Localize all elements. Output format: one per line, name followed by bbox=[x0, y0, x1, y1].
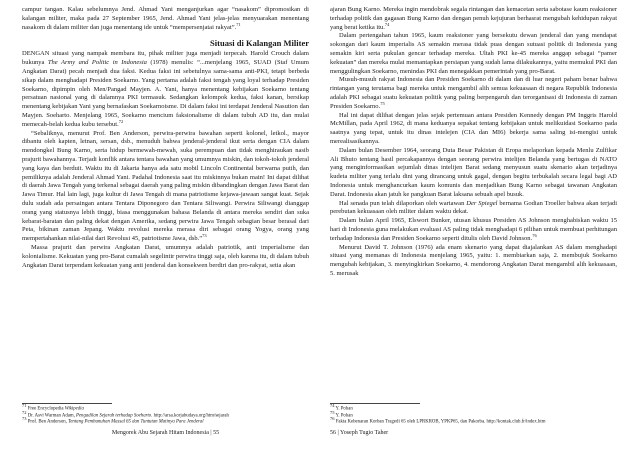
footnote: $^{71}$ Free Encyclopedia Wikipedia bbox=[22, 403, 84, 412]
paragraph: ajaran Bung Karno. Mereka ingin mendobrak segala rintangan dan kemacetan serta sabotase kaum reaksioner terhadap politik dan gagasan Bung Karno dan dengan penuh kejujuran berhasrat mengubah kehidupan rakyat yang berat ketika itu.$^{74}$ bbox=[330, 6, 617, 31]
footnote-ref[interactable]: 75 bbox=[380, 100, 385, 106]
paragraph: “Sebaliknya, menurut Prof. Ben Anderson, perwira-perwira bawahan seperti kolonel, letkol., mayor dibantu oleh kapten, letnan, sersan, dsb., menuduh bahwa jenderal-jenderal ikut serta dengan CIA dalam mendongkel Bung Karno, serta hidup bermewah-mewah, suka perempuan dan tidak menghiraukan nasib prajurit bawahannya. Terjadi konflik antara tentara bawahan yang umumnya miskin, dan tokoh-tokoh jenderal yang kaya dan berduit. Waktu itu di Jakarta hanya ada satu mobil Lincoln Continental berwarna putih, dan pemiliknya adalah Jenderal Ahmad Yani. Padahal Indonesia saat itu miskinnya bukan main! Ini dapat dilihat di daerah Jawa Tengah yang terkenal sebagai daerah yang paling miskin dibandingkan dengan Jawa Barat dan Jawa Timur. Hal lain lagi, juga kultur di Jawa Tengah di mana patriotisme kejawa-jawaan sangat kuat. Sejak dulu sudah ada persaingan antara Tentara Diponegoro dan Tentara Siliwangi. Perwira Siliwangi dianggap orang yang statusnya lebih tinggi, biasa menggunakan bahasa Belanda di antara mereka sendiri dan suka kebarat-baratan dan paling dekat dengan Amerika, sedang perwira Jawa Tengah sebagian besar berasal dari Peta, bikinan zaman Jepang. Waktu revolusi mereka merasa diri sebagai orang Yogya, orang yang mempertahankan nilai-nilai dari Revolusi 45, patriotisme Jawa, dsb.”$^{73}$ bbox=[22, 129, 309, 243]
right-page bbox=[330, 6, 617, 446]
footnotes bbox=[22, 403, 309, 426]
footnote-ref[interactable]: 72 bbox=[118, 118, 124, 124]
page-footer: 56 | Yoseph Tugio Taher bbox=[330, 430, 389, 436]
left-page bbox=[22, 6, 309, 446]
paragraph: Dalam bulan Desember 1964, seorang Duta Besar Pakistan di Eropa melaporkan kepada Menlu Zulfikar Ali Bhuto tentang hasil percakapannya dengan seorang perwira intelijen Belanda yang bertugas di NATO yang menginformasikan sejumlah dinas intelijen Barat sedang menyusun suatu skenario akan terjadinya kudeta militer yang terlalu dini yang dirancang untuk gagal, dengan begitu terbukalah secara legal bagi AD Indonesia untuk menghancurkan kaum komunis dan menjadikan Bung Karno sebagai tawanan Angkatan Darat. Indonesia akan jatuh ke pangkuan Barat laksana sebuah apel busuk. bbox=[330, 146, 617, 198]
paragraph: Massa prajurit dan perwira Angkatan Darat, umumnya adalah patriotik, anti imperialisme dan kolonialisme. Kekuatan yang pro-Barat cumalah segelintir perwira tinggi saja, oleh karena itu, di dalam tubuh Angkatan Darat terpendam kekuatan yang anti jenderal dan konsekwen berdiri dan pro-rakyat, setia akan bbox=[22, 243, 309, 269]
right-page-body bbox=[330, 6, 617, 279]
footnote-divider bbox=[22, 403, 112, 404]
footnote: $^{75}$ Y. Pohan bbox=[330, 409, 353, 419]
section-title: Situasi di Kalangan Militer bbox=[210, 38, 309, 49]
book-title: The Army and Politic in Indonesia bbox=[47, 59, 147, 67]
paragraph: Menurut David T. Johnson (1976) ada enam skenario yang dapat diajalankan AS dalam menghadapi situasi yang memanas di Indonesia menjelang 1965, yaitu: 1. membiarkan saja, 2. membujuk Soekarno mengubah kebijakan, 3. menyingkirkan Soekarno, 4. mendorong Angkatan Darat mengambil alih kekuasaan, 5. merusak bbox=[330, 243, 617, 277]
footnote: $^{72}$ Dr. Asvi Warman Adam, Pengadilan Sejarah terhadap Soeharto. http://arsa.korjabudaya.org/htm/sejarah bbox=[22, 409, 229, 419]
paragraph: Musuh-musuh rakyat Indonesia dan Presiden Soekarno di dalam dan di luar negeri paham benar bahwa rintangan yang terutama bagi mereka untuk mengambil alih semua kekuasaan di negara Republik Indonesia adalah PKI sebagai suatu kekuatan politik yang paling berpengaruh dan terorganisasi di Indonesia di zaman Presiden Soekarno.$^{75}$ bbox=[330, 76, 617, 110]
page-footer: Mengorek Abu Sejarah Hitam Indonesia | 55 bbox=[111, 430, 220, 436]
footnote: $^{74}$ Y. Pohan bbox=[330, 403, 353, 412]
paragraph: Hal senada pun telah dilaporkan oleh wartawan Der Spiegel bernama Godian Troeller bahwa akan terjadi perebutan kekuasaan oleh militer dalam waktu dekat. bbox=[330, 199, 618, 216]
footnote-ref[interactable]: 73 bbox=[202, 232, 207, 238]
footnote: $^{73}$ Prof. Ben Anderson, Tentang Pembunuhan Massal 65 dan Tuntutan Matinya Para Jenderal bbox=[22, 416, 204, 425]
footnote-ref[interactable]: 71 bbox=[236, 21, 241, 27]
footnote-ref[interactable]: 76 bbox=[532, 232, 537, 238]
footnote: $^{76}$ Fakta Kebenaran Korban Tragedi 65 oleh LPRKROB, YPKP65, dan Pakorba. http://kontak.club.fr/index.htm bbox=[330, 416, 546, 425]
paragraph: Dalam pertengahan tahun 1965, kaum reaksioner yang bersekutu dewan jenderal dan yang mendapat sokongan dari kaum imperialis AS semakin merasa tidak puas dengan sutuasi politik di Indonesia yang semakin kiri serta pukulan gencar terhadap mereka. Ultah PKI ke-45 mereka anggap sebagai “pamer kekuatan” dan mereka mulai memantapkan persiapan yang sudah lama dilakukannya, yaitu memukul PKI dan menggulingkan Soekarno, menindas PKI dan menegakkan pemerintah yang pro-Barat. bbox=[330, 32, 617, 75]
footnote-divider bbox=[330, 403, 420, 404]
footnote-ref[interactable]: 74 bbox=[384, 21, 390, 27]
publication-name: Der Spiegel bbox=[466, 199, 498, 207]
paragraph: campur tangan. Kalau sebelumnya Jend. Ahmad Yani menganjurkan agar “nasakom” dipromosikan di kalangan militer, maka pada 27 September 1965, Jend. Ahmad Yani jelas-jelas menyuarakan menentang nasakom di dalam militer dan juga menentang ide untuk “mempersenjatai rakyat”.$^{71}$ bbox=[22, 6, 309, 31]
footnotes bbox=[330, 403, 617, 426]
paragraph: Dalam bulan April 1965, Elswort Bunker, utusan khusus Presiden AS Johnson menghabiskan waktu 15 hari di Indonesia guna melakukan evaluasi AS paling tidak menghadapi 6 pilihan untuk membuat perhitungan terhadap Indonesia dan Presiden Soekarno seperti ditulis oleh David Johnson.$^{76}$ bbox=[330, 217, 617, 242]
paragraph: DENGAN situasi yang nampak membara itu, pihak militer juga menjadi terpecah. Harold Crouch dalam bukunya The Army and Politic in Indonesia (1978) menulis: “...menjelang 1965, SUAD (Staf Umum Angkatan Darat) pecah menjadi dua faksi. Kedua faksi ini sebetulnya sama-sama anti-PKI, tetapi berbeda sikap dalam menghadapi Presiden Soekarno. Yang pertama adalah faksi tengah yang loyal terhadap Presiden Soekarno, dipimpin oleh Men/Pangad Mayjen. A. Yani, hanya menentang kebijakan Soekarno tentang persatuan nasional yang di dalamnya PKI termasuk. Sedangkan kelompok kedua, faksi kanan, bersikap menentang kebijakan Yani yang bernafaskan Soekarnoisme. Di dalam faksi ini terdapat Jenderal Nasution dan Mayjen. Soeharto. Menjelang 1965, Soekarno mencium faksionalisme di dalam tubuh AD itu, dan mulai memecah-belah kedua kubu tersebut.$^{72}$ bbox=[22, 50, 309, 128]
left-page-body bbox=[22, 6, 309, 270]
paragraph: Hal ini dapat dilihat dengan jelas sejak pertemuan antara Presiden Kennedy dengan PM Inggris Harold McMillan, pada April 1962, di mana keduanya sepakat tentang kebijakan untuk melikuidasi Soekarno pada saatnya yang tepat, untuk itu dinas intelejen (CIA dan MI6) bekerja sama saling isi-mengisi untuk merealisasikannya. bbox=[330, 111, 617, 145]
